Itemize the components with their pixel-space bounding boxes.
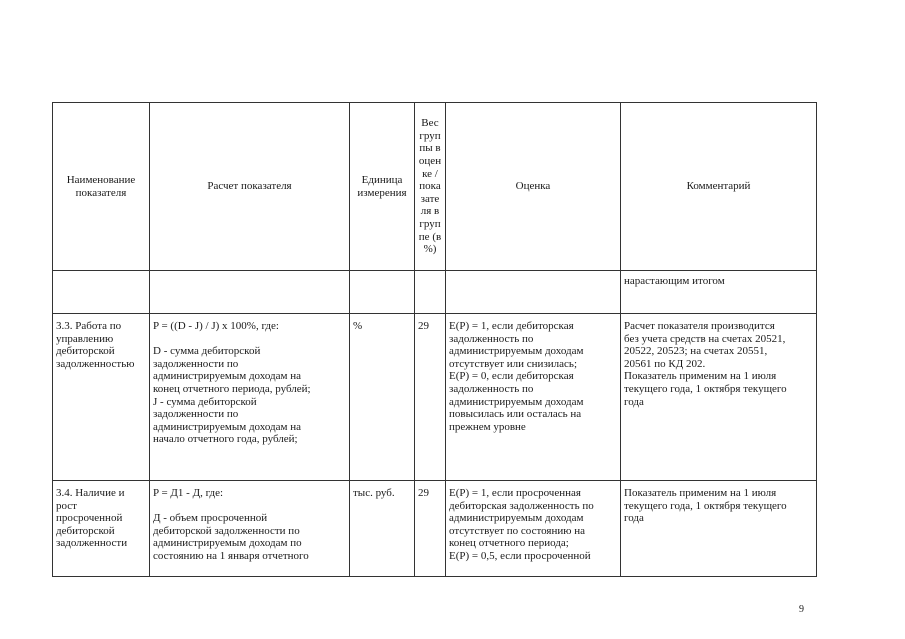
cell-comment: Расчет показателя производится без учета средств на счетах 20521, 20522, 20523; на счетах 20551, 20561 по КД 202. Показатель применим на 1 июля текущего года, 1 октября текущего года bbox=[621, 314, 817, 481]
cell-empty bbox=[415, 271, 446, 314]
indicators-table bbox=[52, 102, 817, 577]
table-row bbox=[53, 314, 817, 481]
header-comment: Комментарий bbox=[621, 103, 817, 271]
page-number: 9 bbox=[799, 604, 804, 615]
header-weight: Вес груп пы в оцен ке / пока зате ля в груп пе (в %) bbox=[415, 103, 446, 271]
cell-eval: E(P) = 1, если просроченная дебиторская задолженность по администрируемым доходам отсутствует по состоянию на конец отчетного периода; E(P) = 0,5, если просроченной bbox=[446, 481, 621, 577]
header-eval: Оценка bbox=[446, 103, 621, 271]
cell-eval: E(P) = 1, если дебиторская задолженность по администрируемым доходам отсутствует или снизилась; E(P) = 0, если дебиторская задолженность по администрируемым доходам повысилась или осталась на прежнем уровне bbox=[446, 314, 621, 481]
cell-weight: 29 bbox=[415, 481, 446, 577]
cell-empty bbox=[446, 271, 621, 314]
cell-empty bbox=[53, 271, 150, 314]
header-name: Наименование показателя bbox=[53, 103, 150, 271]
table-row-continuation bbox=[53, 271, 817, 314]
header-calc: Расчет показателя bbox=[150, 103, 350, 271]
table-row bbox=[53, 481, 817, 577]
cell-unit: % bbox=[350, 314, 415, 481]
header-unit: Единица измерения bbox=[350, 103, 415, 271]
cell-weight: 29 bbox=[415, 314, 446, 481]
cell-comment: Показатель применим на 1 июля текущего года, 1 октября текущего года bbox=[621, 481, 817, 577]
table-header-row bbox=[53, 103, 817, 271]
cell-calc: P = ((D - J) / J) x 100%, где: D - сумма дебиторской задолженности по администрируемым доходам на конец отчетного периода, рублей; J - сумма дебиторской задолженности по администрируемым доходам на начало отчетного года, рублей; bbox=[150, 314, 350, 481]
cell-empty bbox=[350, 271, 415, 314]
cell-name: 3.3. Работа по управлению дебиторской задолженностью bbox=[53, 314, 150, 481]
cell-calc: P = Д1 - Д, где: Д - объем просроченной дебиторской задолженности по администрируемым доходам по состоянию на 1 января отчетного bbox=[150, 481, 350, 577]
cell-empty bbox=[150, 271, 350, 314]
cell-name: 3.4. Наличие и рост просроченной дебиторской задолженности bbox=[53, 481, 150, 577]
cell-unit: тыс. руб. bbox=[350, 481, 415, 577]
cell-comment: нарастающим итогом bbox=[621, 271, 817, 314]
